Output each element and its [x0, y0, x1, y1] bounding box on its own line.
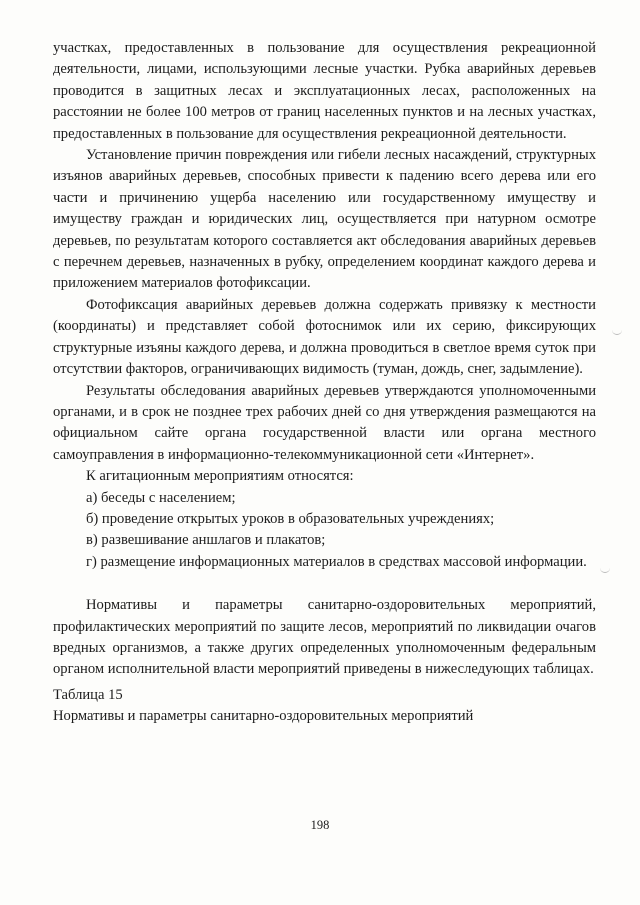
paragraph: Нормативы и параметры санитарно-оздоровительных мероприятий, профилактических мероприятий по защите лесов, мероприятий по ликвидации очагов вредных организмов, а также других определенных уполномоченным федеральным органом исполнительной власти мероприятий приведены в нижеследующих таблицах.	[53, 597, 596, 678]
paragraph: участках, предоставленных в пользование для осуществления рекреационной деятельности, лицами, использующими лесные участки. Рубка аварийных деревьев проводится в защитных лесах и эксплуатационных лесах, расположенных на расстоянии не более 100 метров от границ населенных пунктов и на лесных участках, предоставленных в пользование для осуществления рекреационной деятельности.	[53, 40, 596, 142]
list-item: б) проведение открытых уроков в образовательных учреждениях;	[86, 510, 495, 527]
table-title: Нормативы и параметры санитарно-оздоровительных мероприятий	[53, 708, 474, 725]
paragraph: Фотофиксация аварийных деревьев должна содержать привязку к местности (координаты) и представляет собой фотоснимок или их серию, фиксирующих структурные изъяны каждого дерева, и должна проводиться в светлое время суток при отсутствии факторов, ограничивающих видимость (туман, дождь, снег, задымление).	[53, 296, 596, 378]
list-item: а) беседы с населением;	[86, 489, 236, 506]
scan-mark	[600, 568, 610, 573]
document-body	[53, 38, 596, 728]
list-item: в) развешивание аншлагов и плакатов;	[86, 532, 326, 549]
spacer	[53, 573, 596, 595]
scan-mark	[612, 330, 622, 335]
table-caption: Таблица 15	[53, 686, 123, 703]
paragraph: Установление причин повреждения или гибели лесных насаждений, структурных изъянов аварийных деревьев, способных привести к падению всего дерева или его части и причинению ущерба населению или государственному имуществу и имуществу граждан и юридических лиц, осуществляется при натурном осмотре деревьев, по результатам которого составляется акт обследования аварийных деревьев с перечнем деревьев, назначенных в рубку, определением координат каждого дерева и приложением материалов фотофиксации.	[53, 147, 596, 292]
page-number: 198	[310, 818, 330, 832]
list-intro: К агитационным мероприятиям относятся:	[86, 468, 354, 485]
paragraph: Результаты обследования аварийных деревьев утверждаются уполномоченными органами, и в срок не позднее трех рабочих дней со дня утверждения размещаются на официальном сайте органа государственной власти или органа местного самоуправления в информационно-телекоммуникационной сети «Интернет».	[53, 382, 596, 463]
list-item: г) размещение информационных материалов в средствах массовой информации.	[86, 553, 587, 570]
